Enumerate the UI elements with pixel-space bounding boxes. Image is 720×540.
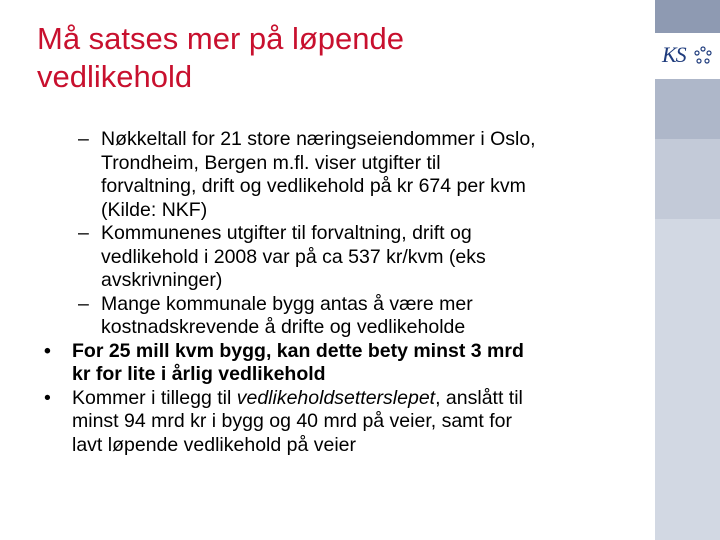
- slide-title: [37, 20, 637, 96]
- bullet-marker: •: [44, 339, 51, 362]
- bullet-marker: •: [44, 386, 51, 409]
- bullet-line: kr for lite i årlig vedlikehold: [72, 363, 326, 385]
- dash-marker: –: [78, 222, 89, 244]
- sidebar-band-top: [655, 0, 720, 33]
- dash-marker: –: [78, 292, 89, 315]
- ks-logo: [655, 33, 720, 79]
- bullet-line: [72, 387, 650, 411]
- slide-body: [0, 128, 650, 457]
- bullet-line: kostnadskrevende å drifte og vedlikeholde: [101, 316, 466, 338]
- bullet-line: vedlikehold i 2008 var på ca 537 kr/kvm (eks: [101, 245, 486, 268]
- slide-title-line-2: vedlikehold: [37, 59, 193, 94]
- sidebar-decoration: [655, 0, 720, 540]
- bullet-line: Nøkkeltall for 21 store næringseiendommer i Oslo,: [101, 128, 536, 150]
- bullet-line: forvaltning, drift og vedlikehold på kr 674 per kvm: [101, 175, 526, 197]
- ks-star-icon: [693, 46, 713, 66]
- bullet-line: For 25 mill kvm bygg, kan dette bety minst 3 mrd: [72, 339, 524, 362]
- ks-logo-text: KS: [662, 42, 686, 67]
- bullet-line: Mange kommunale bygg antas å være mer: [101, 292, 473, 315]
- sub-bullet-item: [0, 128, 650, 222]
- bullet-line: Kommunenes utgifter til forvaltning, drift og: [101, 222, 472, 244]
- bullet-line: minst 94 mrd kr i bygg og 40 mrd på veier, samt for: [72, 410, 513, 432]
- bullet-item: [0, 340, 650, 387]
- bullet-line: lavt løpende vedlikehold på veier: [72, 433, 357, 456]
- bullet-text: Kommer i tillegg til: [72, 386, 237, 409]
- bullet-line: Trondheim, Bergen m.fl. viser utgifter til: [101, 151, 441, 174]
- emphasized-term: vedlikeholdsetterslepet: [236, 386, 436, 409]
- bullet-item: [0, 387, 650, 458]
- sidebar-band-bottom: [655, 219, 720, 540]
- sidebar-band-3: [655, 139, 720, 219]
- sub-bullet-item: [0, 222, 650, 293]
- sidebar-band-2: [655, 79, 720, 139]
- dash-marker: –: [78, 128, 89, 150]
- sub-bullet-item: [0, 293, 650, 340]
- bullet-line: (Kilde: NKF): [101, 198, 208, 221]
- slide-title-line-1: Må satses mer på løpende: [37, 21, 405, 56]
- bullet-line: avskrivninger): [101, 269, 223, 291]
- bullet-text: , anslått til: [435, 386, 523, 409]
